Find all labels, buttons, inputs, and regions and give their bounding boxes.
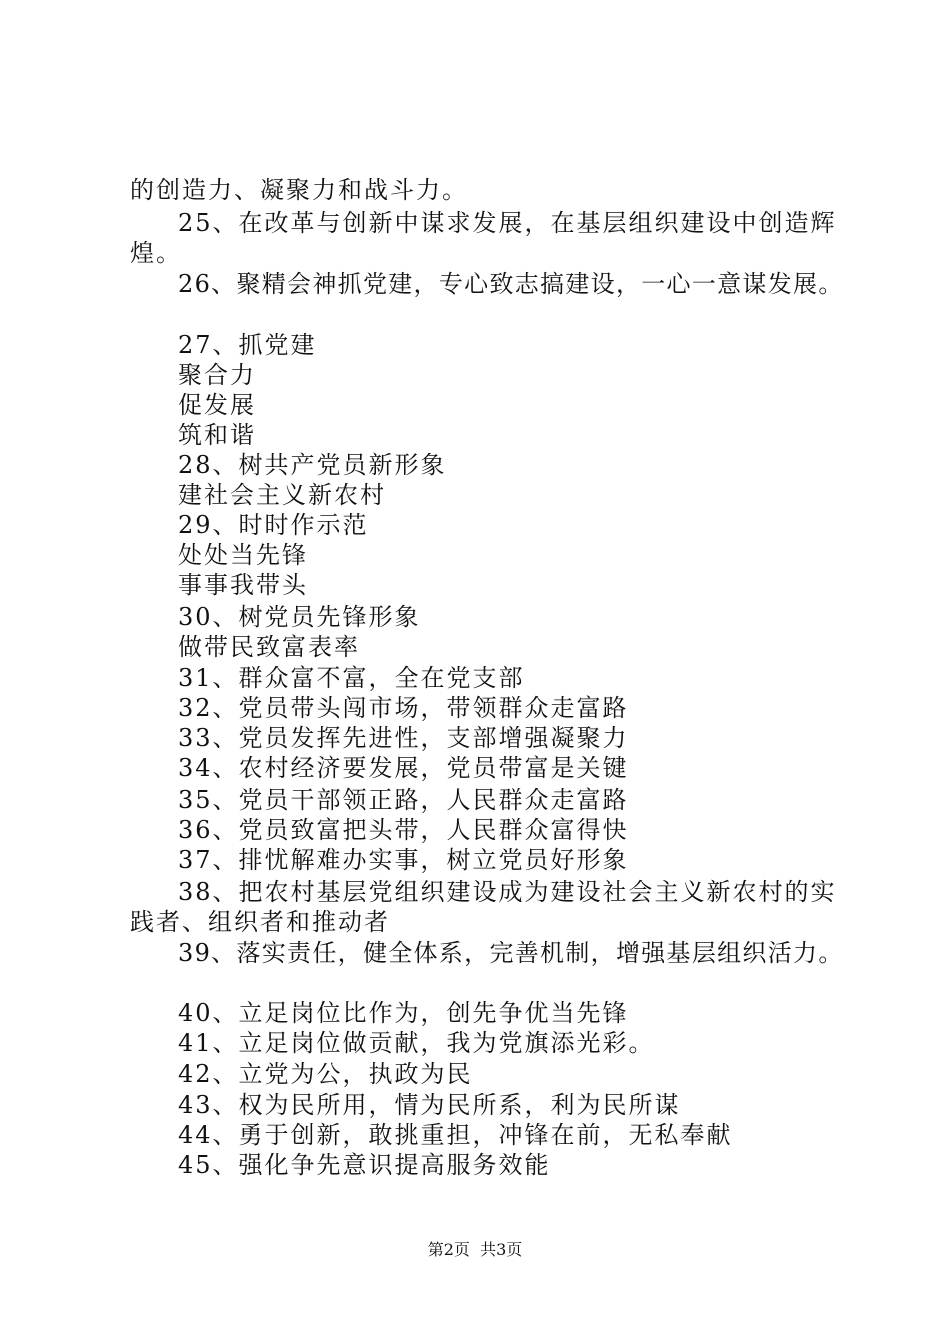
text-line: 33、党员发挥先进性，支部增强凝聚力 — [178, 724, 629, 752]
text-line: 39、落实责任，健全体系，完善机制，增强基层组织活力。 — [178, 939, 844, 967]
text-line: 34、农村经济要发展，党员带富是关键 — [178, 754, 629, 782]
text-line: 45、强化争先意识提高服务效能 — [178, 1151, 551, 1179]
text-line: 31、群众富不富，全在党支部 — [178, 664, 525, 692]
text-line: 煌。 — [130, 239, 182, 267]
page-footer — [0, 1240, 950, 1260]
text-line: 40、立足岗位比作为，创先争优当先锋 — [178, 999, 629, 1027]
text-line: 32、党员带头闯市场，带领群众走富路 — [178, 694, 629, 722]
text-line: 43、权为民所用，情为民所系，利为民所谋 — [178, 1091, 681, 1119]
page-number: 第2页 共3页 — [427, 1240, 523, 1259]
text-line: 37、排忧解难办实事，树立党员好形象 — [178, 846, 629, 874]
text-line: 处处当先锋 — [178, 541, 308, 569]
text-line: 28、树共产党员新形象 — [178, 451, 447, 479]
text-line: 建社会主义新农村 — [178, 481, 386, 509]
text-line: 聚合力 — [178, 361, 256, 389]
text-line: 筑和谐 — [178, 421, 256, 449]
text-line: 44、勇于创新，敢挑重担，冲锋在前，无私奉献 — [178, 1121, 733, 1149]
text-line: 践者、组织者和推动者 — [130, 908, 390, 936]
text-line: 38、把农村基层党组织建设成为建设社会主义新农村的实 — [178, 878, 837, 906]
text-line: 35、党员干部领正路，人民群众走富路 — [178, 786, 629, 814]
text-line: 做带民致富表率 — [178, 633, 360, 661]
text-line: 41、立足岗位做贡献，我为党旗添光彩。 — [178, 1029, 655, 1057]
text-line: 事事我带头 — [178, 571, 308, 599]
text-line: 25、在改革与创新中谋求发展，在基层组织建设中创造辉 — [178, 209, 837, 237]
text-line: 27、抓党建 — [178, 331, 317, 359]
text-line: 36、党员致富把头带，人民群众富得快 — [178, 816, 629, 844]
text-line: 的创造力、凝聚力和战斗力。 — [130, 176, 468, 204]
text-line: 30、树党员先锋形象 — [178, 603, 421, 631]
text-line: 29、时时作示范 — [178, 511, 369, 539]
text-line: 26、聚精会神抓党建，专心致志搞建设，一心一意谋发展。 — [178, 270, 844, 298]
text-line: 促发展 — [178, 391, 256, 419]
text-line: 42、立党为公，执政为民 — [178, 1060, 473, 1088]
